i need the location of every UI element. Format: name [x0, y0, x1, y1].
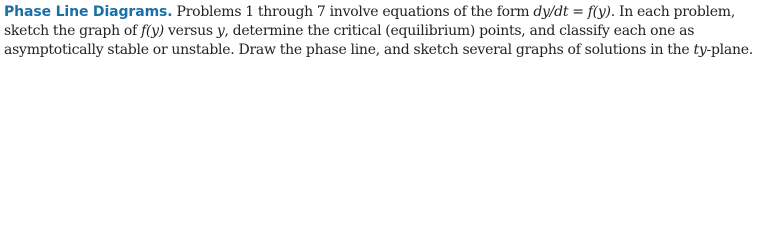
instructions-paragraph [4, 3, 756, 60]
math-plane-name: ty [693, 42, 707, 58]
section-heading: Phase Line Diagrams. [4, 4, 173, 20]
paragraph-text: Problems 1 through 7 involve equations of the form [176, 4, 530, 20]
textbook-excerpt [0, 0, 762, 83]
paragraph-text: -plane. [706, 42, 754, 58]
math-variable: y [216, 23, 225, 39]
math-derivative: dy/dt [533, 4, 569, 20]
math-function: f(y) [140, 23, 164, 39]
paragraph-text: . In each problem, sketch the graph of [4, 4, 736, 39]
math-function: f(y) [587, 4, 611, 20]
paragraph-text: versus [168, 23, 213, 39]
math-equals: = [568, 4, 588, 20]
paragraph-text: , determine the critical (equilibrium) points, and classify each one as asymptotically stable or unstable. Draw the phase line, and sketch several graphs of solutions in the [4, 23, 695, 58]
